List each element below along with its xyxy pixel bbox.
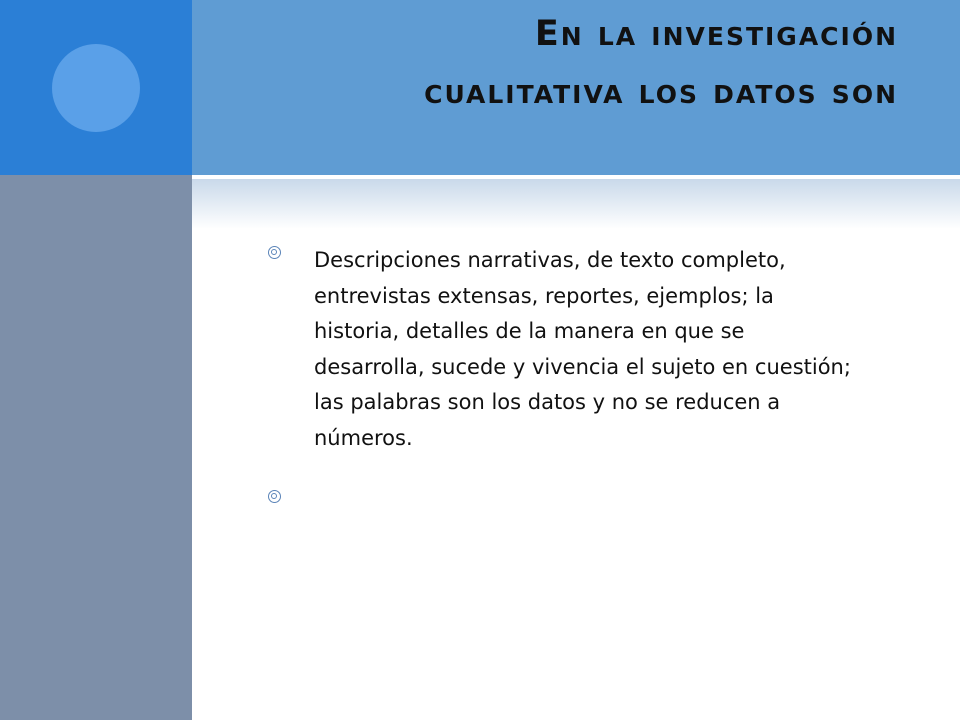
bullet-item <box>262 243 852 456</box>
left-sidebar-bar <box>0 175 192 720</box>
bullet-item-empty <box>262 487 852 507</box>
title-emphasis: los datos <box>638 72 818 112</box>
title-line-1: En la investigación <box>534 14 898 54</box>
slide-title <box>238 0 898 121</box>
bullet-icon <box>268 246 281 259</box>
bullet-text: Descripciones narrativas, de texto completo, entrevistas extensas, reportes, ejemplos; la historia, detalles de la manera en que se desarrolla, sucede y vivencia el sujeto en cuestión; las palabras son los datos y no se reducen a números. <box>314 248 851 450</box>
title-line-2 <box>238 63 898 121</box>
slide-content <box>262 250 852 545</box>
title-fade <box>192 179 960 229</box>
title-line-2-start: cualitativa <box>424 72 639 112</box>
title-band <box>192 0 960 175</box>
title-line-2-end: son <box>817 72 898 112</box>
bullet-icon <box>268 490 281 503</box>
bullet-text <box>314 487 852 507</box>
decorative-circle <box>52 44 140 132</box>
